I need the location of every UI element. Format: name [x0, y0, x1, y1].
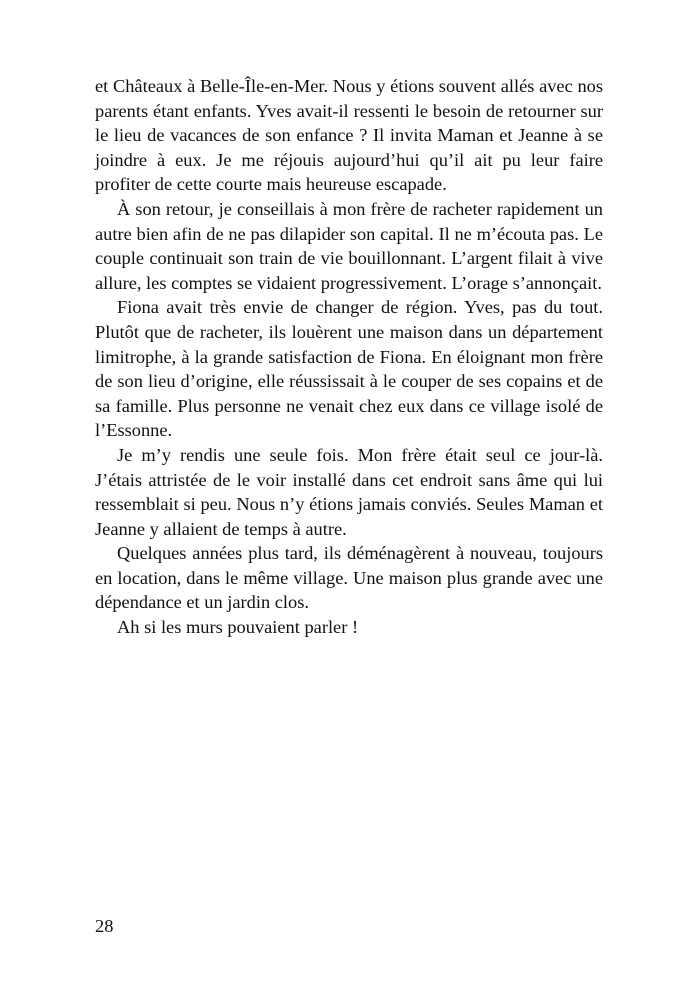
paragraph-1: et Châteaux à Belle-Île-en-Mer. Nous y étions souvent allés avec nos parents étant enfants. Yves avait-il ressenti le besoin de retourner sur le lieu de vacances de son enfance ? Il invita Maman et Jeanne à se joindre à eux. Je me réjouis aujourd’hui qu’il ait pu leur faire profiter de cette courte mais heureuse escapade.: [95, 76, 603, 195]
paragraph-3: Fiona avait très envie de changer de région. Yves, pas du tout. Plutôt que de racheter, ils louèrent une maison dans un département limitrophe, à la grande satisfaction de Fiona. En éloignant mon frère de son lieu d’origine, elle réussissait à le couper de ses copains et de sa famille. Plus personne ne venait chez eux dans ce village isolé de l’Essonne.: [95, 297, 603, 441]
paragraph-2: À son retour, je conseillais à mon frère de racheter rapidement un autre bien afin de ne pas dilapider son capital. Il ne m’écouta pas. Le couple continuait son train de vie bouillonnant. L’argent filait à vive allure, les comptes se vidaient progressivement. L’orage s’annonçait.: [95, 198, 603, 293]
paragraph-5: Quelques années plus tard, ils déménagèrent à nouveau, toujours en location, dans le même village. Une maison plus grande avec une dépendance et un jardin clos.: [95, 543, 603, 613]
paragraph-6: Ah si les murs pouvaient parler !: [117, 617, 359, 638]
paragraph-4: Je m’y rendis une seule fois. Mon frère était seul ce jour-là. J’étais attristée de le voir installé dans cet endroit sans âme qui lui ressemblait si peu. Nous n’y étions jamais conviés. Seules Maman et Jeanne y allaient de temps à autre.: [95, 444, 603, 539]
body-text: [95, 74, 603, 640]
page-number: 28: [95, 916, 114, 936]
